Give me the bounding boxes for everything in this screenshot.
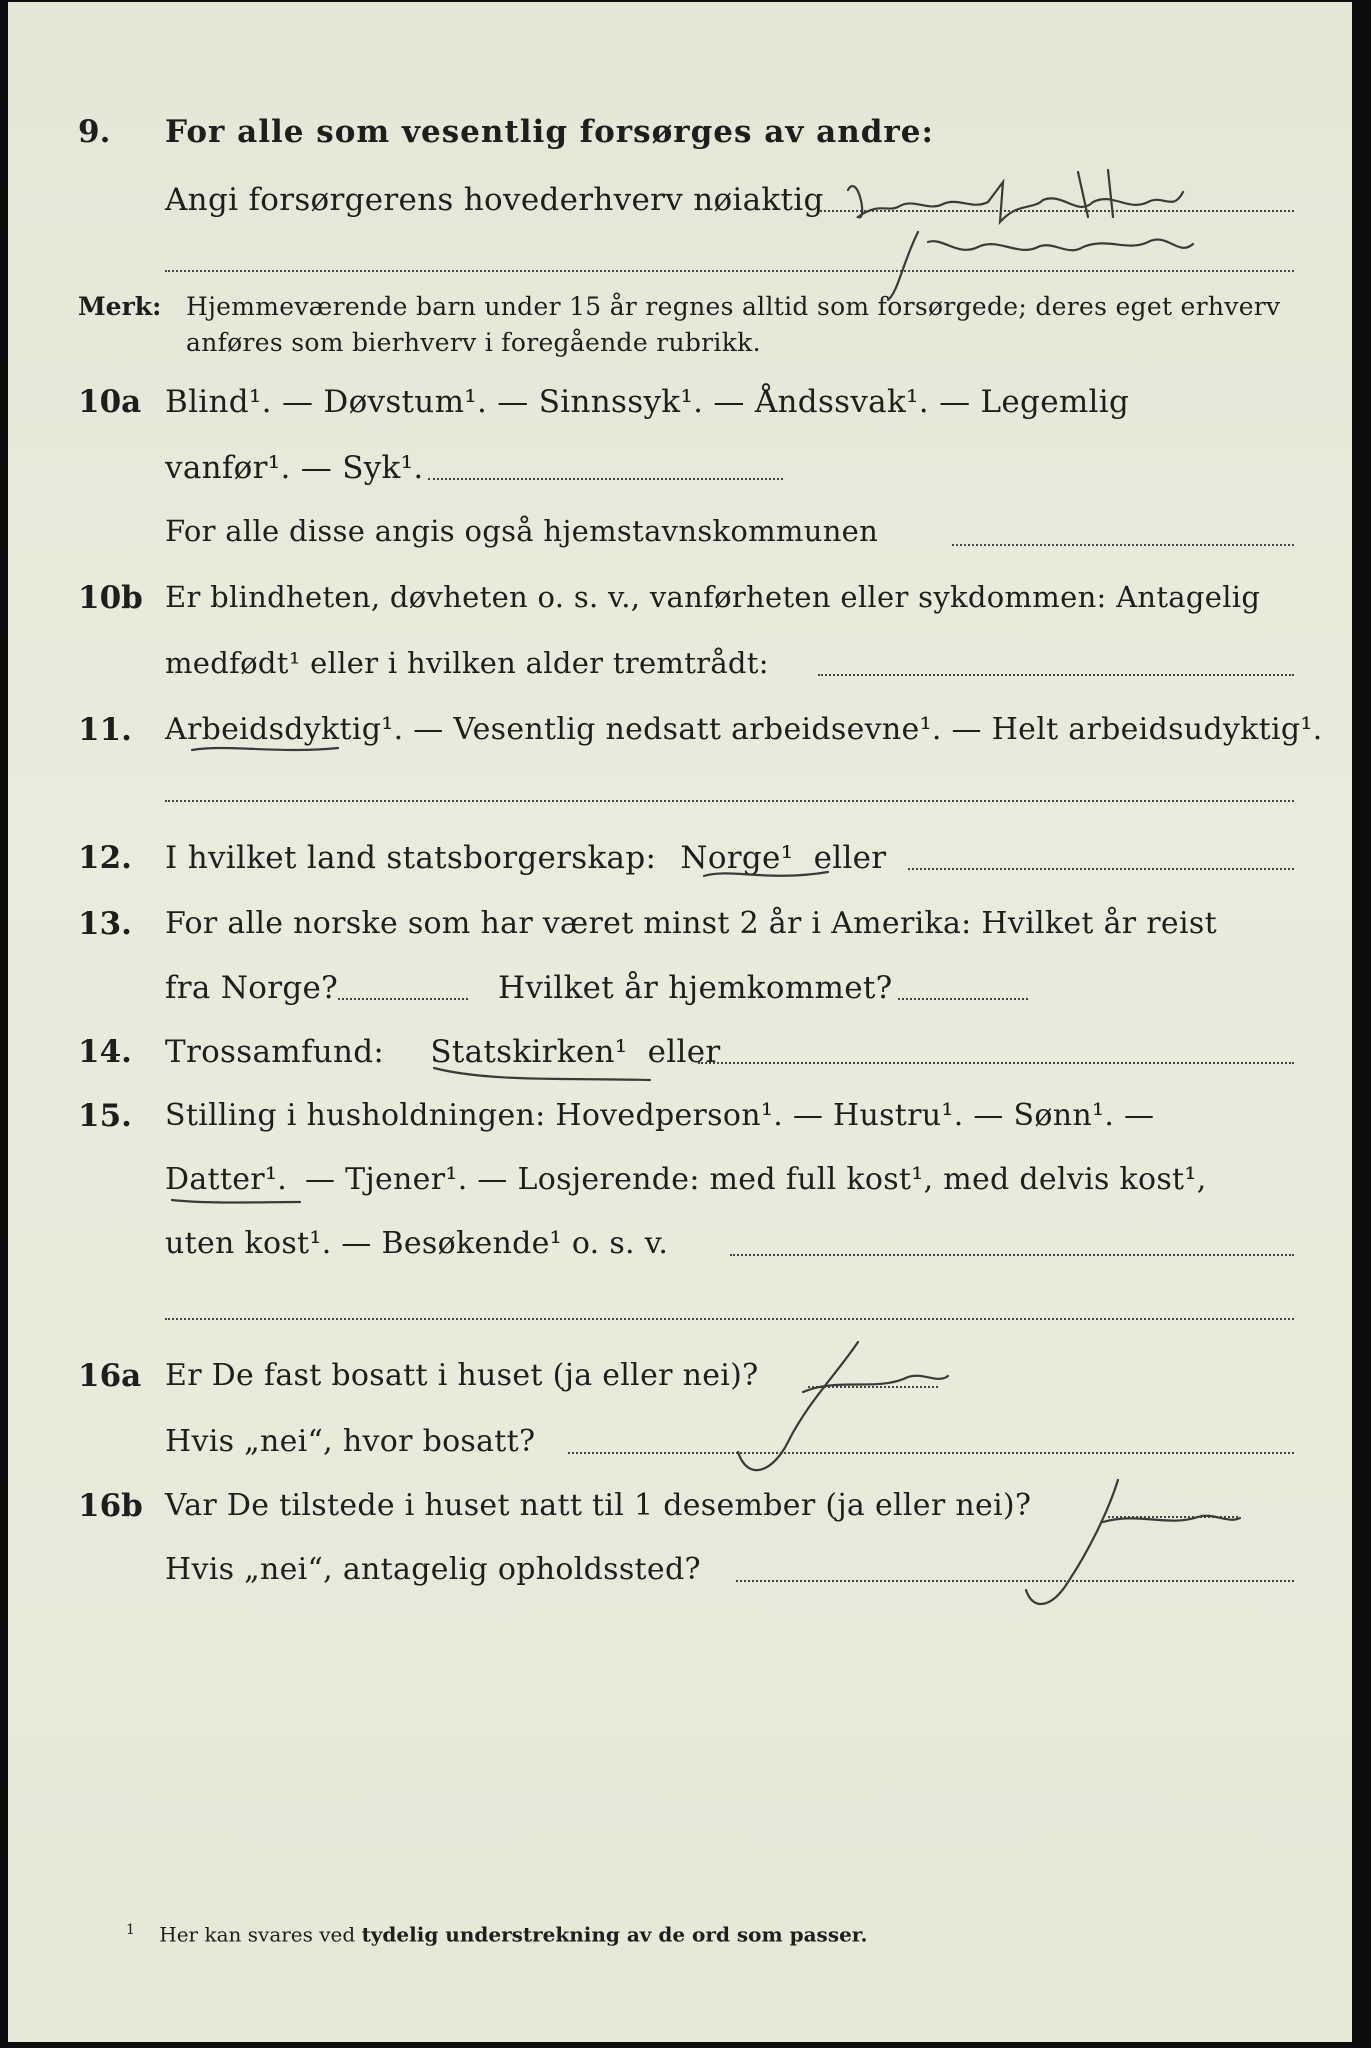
q16b-number: 16b: [78, 1488, 143, 1524]
q14-suffix: eller: [647, 1034, 721, 1070]
q14-number: 14.: [78, 1034, 132, 1070]
q13-line-1: For alle norske som har været minst 2 år i Amerika: Hvilket år reist: [165, 906, 1217, 941]
q10a-number: 10a: [78, 384, 142, 420]
q9-handwritten-answer: [828, 162, 1308, 302]
q12-norge-underlined: Norge¹: [680, 840, 794, 876]
q13-line-2b: Hvilket år hjemkommet?: [498, 970, 893, 1006]
q15-answer-line-1: [730, 1254, 1294, 1256]
q10a-answer-line-1: [428, 478, 783, 480]
q14-prefix: Trossamfund:: [165, 1034, 385, 1070]
q9-prompt: Angi forsørgerens hovederhverv nøiaktig: [165, 182, 824, 218]
q13-answer-line-2: [898, 998, 1028, 1000]
q16a-handwritten-answer: [708, 1332, 958, 1492]
q15-line-1: Stilling i husholdningen: Hovedperson¹. — Hustru¹. — Sønn¹. —: [165, 1098, 1155, 1133]
q12-answer-line: [908, 868, 1294, 870]
q16a-line-2: Hvis „nei“, hvor bosatt?: [165, 1424, 536, 1459]
q12-number: 12.: [78, 840, 132, 876]
q15-datter-underlined: Datter¹.: [165, 1162, 288, 1197]
q10b-number: 10b: [78, 580, 143, 616]
q12-prefix: I hvilket land statsborgerskap:: [165, 840, 657, 876]
q14-underline-mark: [428, 1060, 658, 1090]
q10a-line-1: Blind¹. — Døvstum¹. — Sinnssyk¹. — Åndssvak¹. — Legemlig: [165, 384, 1130, 420]
q10b-line-1: Er blindheten, døvheten o. s. v., vanførheten eller sykdommen: Antagelig: [165, 580, 1261, 614]
q11-answer-line: [165, 800, 1294, 802]
q11-underline-mark: [188, 740, 348, 760]
q13-number: 13.: [78, 906, 132, 942]
footnote-text-bold: tydelig understrekning av de ord som passer.: [361, 1922, 868, 1947]
footnote: [126, 1922, 867, 1947]
q14-statskirken-underlined: Statskirken¹: [430, 1034, 628, 1070]
q11-line-1: Arbeidsdyktig¹. — Vesentlig nedsatt arbeidsevne¹. — Helt arbeidsudyktig¹.: [165, 712, 1323, 747]
q16a-line-1: Er De fast bosatt i huset (ja eller nei)?: [165, 1358, 759, 1393]
q15-line-3: uten kost¹. — Besøkende¹ o. s. v.: [165, 1226, 669, 1261]
footnote-text-plain: Her kan svares ved: [159, 1922, 356, 1947]
q11-number: 11.: [78, 712, 132, 748]
q15-line-2: [165, 1162, 1207, 1197]
q15-underline-mark: [168, 1192, 308, 1212]
q14-answer-line: [698, 1062, 1294, 1064]
q16b-line-2: Hvis „nei“, antagelig opholdssted?: [165, 1552, 701, 1587]
q16b-handwritten-answer: [1008, 1472, 1268, 1622]
merk-label: Merk:: [78, 292, 162, 321]
q13-line-2a: fra Norge?: [165, 970, 339, 1006]
q9-number: 9.: [78, 114, 111, 150]
q13-answer-line-1: [338, 998, 468, 1000]
q10b-line-2: medfødt¹ eller i hvilken alder tremtrådt:: [165, 646, 769, 680]
q15-number: 15.: [78, 1098, 132, 1134]
q10a-line-2: vanfør¹. — Syk¹.: [165, 450, 424, 486]
q10a-line-3: For alle disse angis også hjemstavnskommunen: [165, 514, 879, 548]
q10b-answer-line: [818, 674, 1294, 676]
q15-line-2-rest: — Tjener¹. — Losjerende: med full kost¹, med delvis kost¹,: [304, 1162, 1207, 1197]
merk-line-2: anføres som bierhverv i foregående rubrikk.: [186, 328, 761, 357]
q12-suffix: eller: [813, 840, 887, 876]
q9-heading: For alle som vesentlig forsørges av andre:: [165, 114, 934, 150]
merk-line-1: Hjemmeværende barn under 15 år regnes alltid som forsørgede; deres eget erhverv: [186, 292, 1281, 321]
census-form-page: [8, 2, 1352, 2042]
q12-underline-mark: [698, 864, 838, 888]
q16b-line-1: Var De tilstede i huset natt til 1 desember (ja eller nei)?: [165, 1488, 1032, 1523]
q16a-number: 16a: [78, 1358, 142, 1394]
q15-answer-line-2: [165, 1318, 1294, 1320]
footnote-marker: 1: [126, 1922, 135, 1938]
q10a-answer-line-2: [952, 544, 1294, 546]
